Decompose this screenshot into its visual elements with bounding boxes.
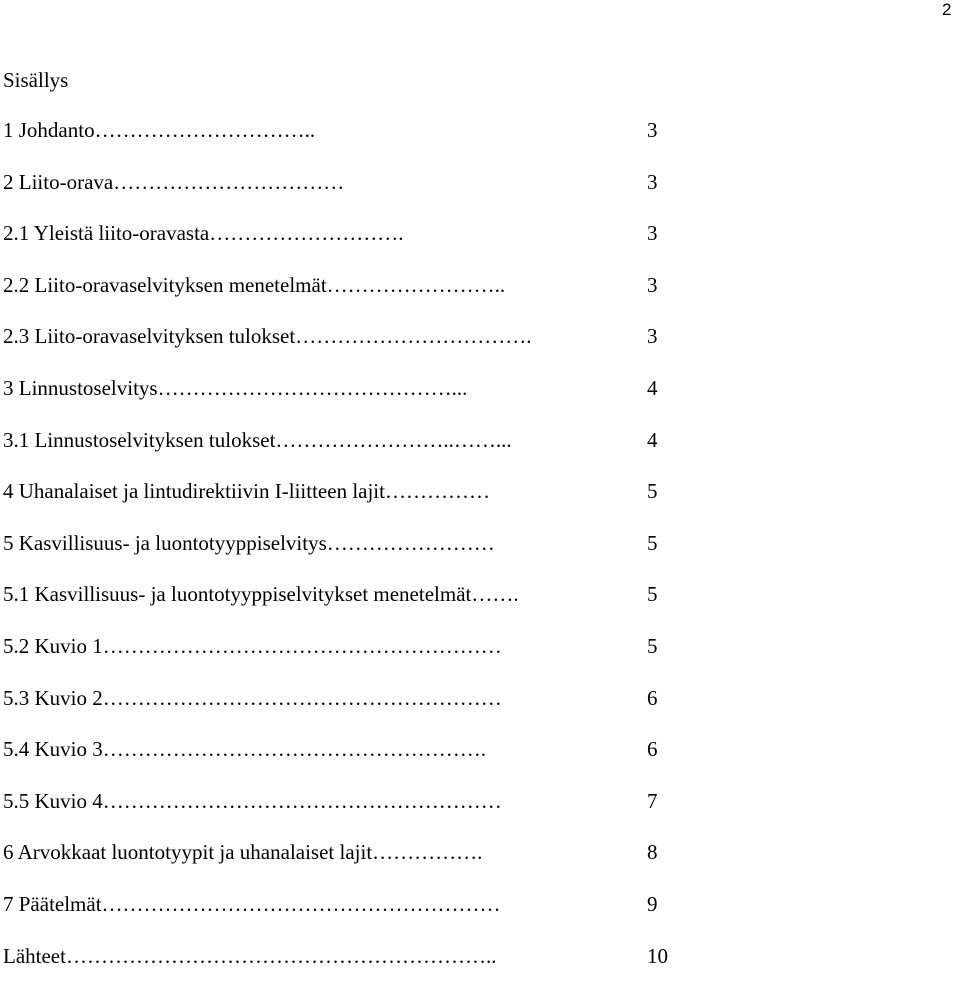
toc-entry-label: 6 Arvokkaat luontotyypit ja uhanalaiset lajit……………. bbox=[3, 837, 482, 867]
toc-entry-page: 3 bbox=[647, 218, 673, 248]
toc-entry-page: 5 bbox=[647, 579, 673, 609]
toc-title: Sisällys bbox=[3, 66, 68, 94]
toc-entry[interactable] bbox=[0, 786, 960, 838]
toc-entry[interactable] bbox=[0, 889, 960, 941]
toc-entry-page: 3 bbox=[647, 270, 673, 300]
toc-entry-label: 5.5 Kuvio 4………………………………………………… bbox=[3, 786, 502, 816]
toc-entry-label: 1 Johdanto………………………….. bbox=[3, 115, 315, 145]
toc-entry[interactable] bbox=[0, 579, 960, 631]
toc-entry-label: 4 Uhanalaiset ja lintudirektiivin I-liitteen lajit…………… bbox=[3, 476, 490, 506]
toc-entry-page: 9 bbox=[647, 889, 673, 919]
page-number: 2 bbox=[942, 0, 951, 20]
toc-entry[interactable] bbox=[0, 373, 960, 425]
toc-entry[interactable] bbox=[0, 218, 960, 270]
table-of-contents bbox=[0, 115, 960, 992]
toc-entry[interactable] bbox=[0, 734, 960, 786]
toc-entry-label: 3.1 Linnustoselvityksen tulokset……………………..……... bbox=[3, 425, 512, 455]
toc-entry-label: 7 Päätelmät………………………………………………… bbox=[3, 889, 501, 919]
toc-entry-page: 3 bbox=[647, 321, 673, 351]
toc-entry[interactable] bbox=[0, 683, 960, 735]
toc-entry-label: 2.2 Liito-oravaselvityksen menetelmät…………………….. bbox=[3, 270, 505, 300]
toc-entry[interactable] bbox=[0, 167, 960, 219]
toc-entry-label: 5 Kasvillisuus- ja luontotyyppiselvitys…………………… bbox=[3, 528, 495, 558]
toc-entry-label: 5.1 Kasvillisuus- ja luontotyyppiselvitykset menetelmät……. bbox=[3, 579, 519, 609]
toc-entry[interactable] bbox=[0, 941, 960, 992]
toc-entry[interactable] bbox=[0, 528, 960, 580]
toc-entry-page: 4 bbox=[647, 425, 673, 455]
toc-entry-page: 4 bbox=[647, 373, 673, 403]
toc-entry[interactable] bbox=[0, 270, 960, 322]
toc-entry-label: 2 Liito-orava…………………………… bbox=[3, 167, 344, 197]
toc-entry-page: 3 bbox=[647, 167, 673, 197]
toc-entry-label: Lähteet…………………………………………………….. bbox=[3, 941, 496, 971]
toc-entry-label: 2.3 Liito-oravaselvityksen tulokset……………………………. bbox=[3, 321, 531, 351]
toc-entry-page: 6 bbox=[647, 683, 673, 713]
toc-entry-label: 5.4 Kuvio 3………………………………………………. bbox=[3, 734, 486, 764]
toc-entry-label: 5.2 Kuvio 1………………………………………………… bbox=[3, 631, 502, 661]
toc-entry-label: 2.1 Yleistä liito-oravasta………………………. bbox=[3, 218, 404, 248]
toc-entry-page: 3 bbox=[647, 115, 673, 145]
toc-entry-label: 5.3 Kuvio 2………………………………………………… bbox=[3, 683, 502, 713]
toc-entry-page: 6 bbox=[647, 734, 673, 764]
toc-entry-page: 10 bbox=[647, 941, 673, 971]
toc-entry-page: 7 bbox=[647, 786, 673, 816]
toc-entry-page: 5 bbox=[647, 528, 673, 558]
toc-entry-page: 5 bbox=[647, 476, 673, 506]
toc-entry[interactable] bbox=[0, 631, 960, 683]
toc-entry[interactable] bbox=[0, 321, 960, 373]
toc-entry[interactable] bbox=[0, 425, 960, 477]
toc-entry[interactable] bbox=[0, 476, 960, 528]
toc-entry[interactable] bbox=[0, 837, 960, 889]
toc-entry-page: 8 bbox=[647, 837, 673, 867]
toc-entry[interactable] bbox=[0, 115, 960, 167]
toc-entry-label: 3 Linnustoselvitys……………………………………... bbox=[3, 373, 467, 403]
toc-entry-page: 5 bbox=[647, 631, 673, 661]
